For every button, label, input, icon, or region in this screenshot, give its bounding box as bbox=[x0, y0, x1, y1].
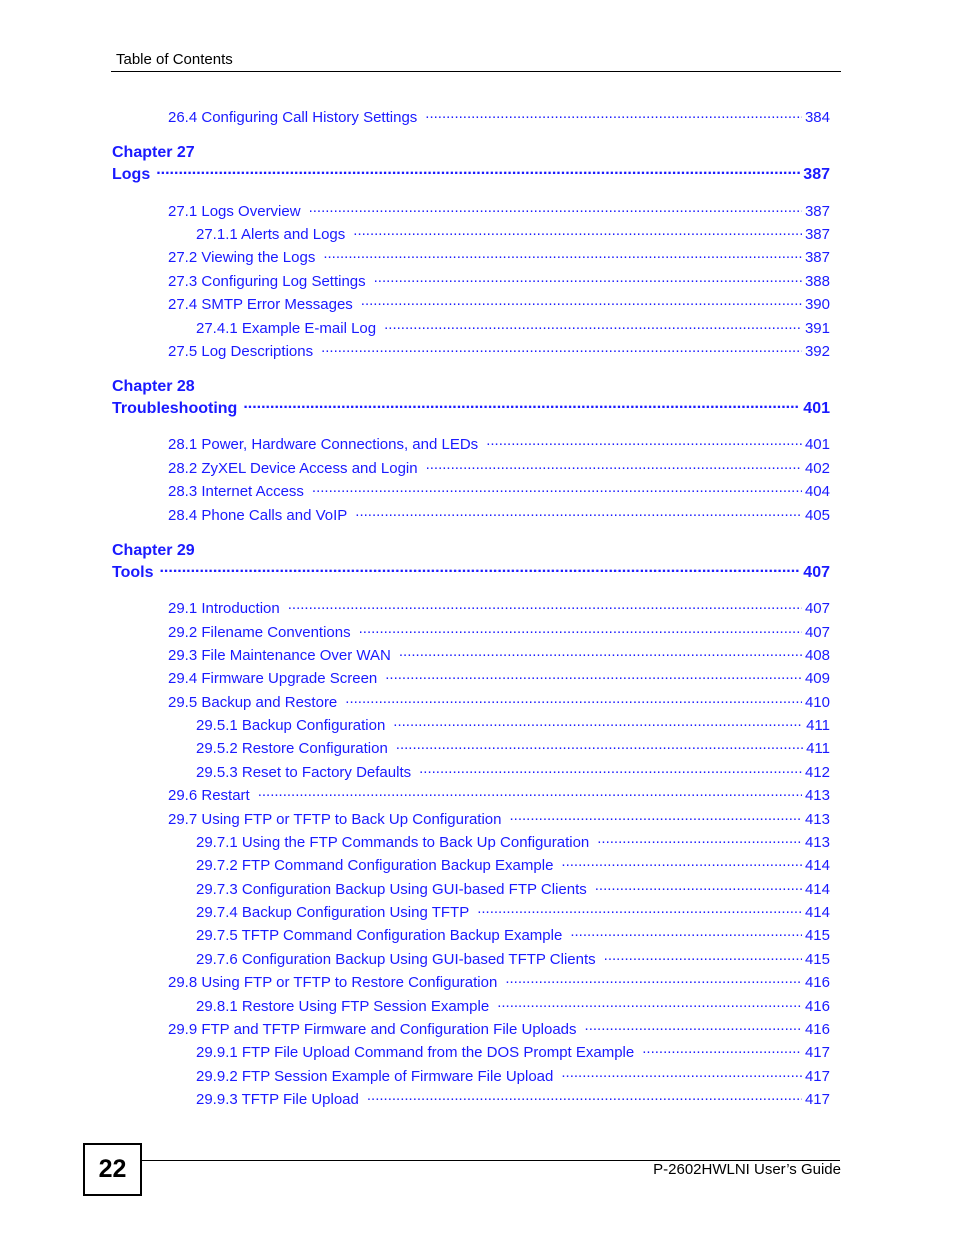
toc-entry-26-4[interactable] bbox=[168, 107, 830, 126]
toc-leader-dots bbox=[353, 224, 802, 239]
toc-entry-29-7-5[interactable] bbox=[196, 925, 830, 944]
toc-entry-title: 29.7.5 TFTP Command Configuration Backup Example bbox=[196, 927, 563, 944]
toc-chapter-title: Troubleshooting bbox=[112, 400, 238, 417]
toc-leader-dots bbox=[642, 1042, 802, 1057]
toc-leader-dots bbox=[321, 341, 802, 356]
toc-entry-title: 29.7 Using FTP or TFTP to Back Up Configuration bbox=[168, 811, 502, 828]
toc-chapter-title: Logs bbox=[112, 166, 151, 183]
toc-entry-28-4[interactable] bbox=[168, 505, 830, 524]
toc-entry-page: 413 bbox=[804, 811, 830, 828]
toc-leader-dots bbox=[156, 163, 800, 179]
toc-entry-title: 28.3 Internet Access bbox=[168, 483, 304, 500]
toc-leader-dots bbox=[159, 561, 800, 577]
toc-entry-page: 404 bbox=[804, 483, 830, 500]
toc-entry-title: 29.5.3 Reset to Factory Defaults bbox=[196, 764, 412, 781]
toc-leader-dots bbox=[374, 271, 802, 286]
toc-entry-page: 390 bbox=[804, 296, 830, 313]
toc-entry-title: 29.9 FTP and TFTP Firmware and Configuration File Uploads bbox=[168, 1021, 577, 1038]
toc-leader-dots bbox=[426, 458, 802, 473]
toc-leader-dots bbox=[570, 925, 802, 940]
toc-entry-title: 28.1 Power, Hardware Connections, and LEDs bbox=[168, 436, 479, 453]
toc-entry-29-9-2[interactable] bbox=[196, 1066, 830, 1085]
toc-entry-page: 407 bbox=[804, 624, 830, 641]
toc-entry-title: 29.4 Firmware Upgrade Screen bbox=[168, 670, 378, 687]
toc-entry-title: 28.4 Phone Calls and VoIP bbox=[168, 507, 348, 524]
toc-entry-page: 410 bbox=[804, 694, 830, 711]
toc-entry-title: 29.8.1 Restore Using FTP Session Example bbox=[196, 998, 490, 1015]
toc-leader-dots bbox=[367, 1089, 802, 1104]
toc-entry-title: 29.9.2 FTP Session Example of Firmware File Upload bbox=[196, 1068, 554, 1085]
toc-entry-page: 414 bbox=[804, 881, 830, 898]
toc-entry-29-7-1[interactable] bbox=[196, 832, 830, 851]
toc-entry-29-5-2[interactable] bbox=[196, 738, 830, 757]
header-title: Table of Contents bbox=[116, 51, 233, 68]
chapter-28-label: Chapter 28 bbox=[112, 378, 195, 395]
toc-entry-title: 27.1.1 Alerts and Logs bbox=[196, 226, 346, 243]
toc-leader-dots bbox=[359, 622, 802, 637]
toc-chapter-page: 407 bbox=[803, 564, 830, 581]
toc-chapter-page: 401 bbox=[803, 400, 830, 417]
toc-leader-dots bbox=[345, 692, 802, 707]
toc-entry-title: 29.9.3 TFTP File Upload bbox=[196, 1091, 359, 1108]
chapter-29-label: Chapter 29 bbox=[112, 542, 195, 559]
toc-entry-title: 29.7.2 FTP Command Configuration Backup Example bbox=[196, 857, 554, 874]
toc-leader-dots bbox=[361, 294, 802, 309]
toc-leader-dots bbox=[384, 318, 802, 333]
toc-entry-page: 391 bbox=[804, 320, 830, 337]
toc-entry-29-9-1[interactable] bbox=[196, 1042, 830, 1061]
toc-entry-29-5[interactable] bbox=[168, 692, 830, 711]
toc-leader-dots bbox=[477, 902, 802, 917]
toc-entry-title: 26.4 Configuring Call History Settings bbox=[168, 109, 418, 126]
toc-leader-dots bbox=[243, 397, 800, 413]
footer-guide-name: P-2602HWLNI User’s Guide bbox=[653, 1161, 841, 1178]
toc-entry-title: 29.5.1 Backup Configuration bbox=[196, 717, 386, 734]
toc-entry-27-4-1[interactable] bbox=[196, 318, 830, 337]
toc-leader-dots bbox=[486, 434, 802, 449]
toc-leader-dots bbox=[355, 505, 802, 520]
toc-entry-page: 416 bbox=[804, 998, 830, 1015]
toc-entry-title: 29.9.1 FTP File Upload Command from the DOS Prompt Example bbox=[196, 1044, 635, 1061]
toc-entry-28-1[interactable] bbox=[168, 434, 830, 453]
toc-entry-page: 407 bbox=[804, 600, 830, 617]
toc-entry-page: 388 bbox=[804, 273, 830, 290]
toc-entry-title: 29.5.2 Restore Configuration bbox=[196, 740, 388, 757]
toc-entry-title: 27.4 SMTP Error Messages bbox=[168, 296, 353, 313]
toc-entry-29-1[interactable] bbox=[168, 598, 830, 617]
toc-leader-dots bbox=[597, 832, 802, 847]
toc-entry-page: 416 bbox=[804, 1021, 830, 1038]
toc-leader-dots bbox=[561, 855, 802, 870]
page-number: 22 bbox=[98, 1155, 127, 1183]
toc-entry-27-2[interactable] bbox=[168, 247, 830, 266]
toc-entry-page: 384 bbox=[804, 109, 830, 126]
toc-entry-29-6[interactable] bbox=[168, 785, 830, 804]
toc-entry-27-1[interactable] bbox=[168, 201, 830, 220]
toc-entry-29-3[interactable] bbox=[168, 645, 830, 664]
toc-entry-page: 411 bbox=[806, 717, 830, 734]
toc-entry-page: 412 bbox=[804, 764, 830, 781]
toc-entry-page: 411 bbox=[806, 740, 830, 757]
toc-entry-27-5[interactable] bbox=[168, 341, 830, 360]
toc-entry-title: 29.6 Restart bbox=[168, 787, 250, 804]
toc-entry-29-8-1[interactable] bbox=[196, 996, 830, 1015]
toc-entry-page: 409 bbox=[804, 670, 830, 687]
toc-entry-page: 392 bbox=[804, 343, 830, 360]
toc-leader-dots bbox=[419, 762, 802, 777]
toc-entry-page: 413 bbox=[804, 787, 830, 804]
toc-entry-29-7-2[interactable] bbox=[196, 855, 830, 874]
toc-entry-27-3[interactable] bbox=[168, 271, 830, 290]
toc-entry-title: 27.3 Configuring Log Settings bbox=[168, 273, 366, 290]
toc-entry-29-5-1[interactable] bbox=[196, 715, 830, 734]
toc-entry-page: 417 bbox=[804, 1091, 830, 1108]
toc-entry-29-2[interactable] bbox=[168, 622, 830, 641]
toc-leader-dots bbox=[595, 879, 802, 894]
toc-entry-page: 415 bbox=[804, 927, 830, 944]
toc-entry-page: 415 bbox=[804, 951, 830, 968]
toc-entry-page: 405 bbox=[804, 507, 830, 524]
toc-leader-dots bbox=[604, 949, 802, 964]
toc-entry-29-4[interactable] bbox=[168, 668, 830, 687]
toc-leader-dots bbox=[258, 785, 802, 800]
page-number-box bbox=[83, 1143, 142, 1196]
toc-leader-dots bbox=[561, 1066, 802, 1081]
toc-entry-title: 29.7.3 Configuration Backup Using GUI-based FTP Clients bbox=[196, 881, 587, 898]
toc-chapter-title: Tools bbox=[112, 564, 154, 581]
toc-chapter-29[interactable] bbox=[112, 561, 830, 582]
toc-entry-28-2[interactable] bbox=[168, 458, 830, 477]
toc-leader-dots bbox=[312, 481, 802, 496]
toc-entry-title: 29.8 Using FTP or TFTP to Restore Configuration bbox=[168, 974, 498, 991]
toc-leader-dots bbox=[425, 107, 802, 122]
toc-entry-page: 417 bbox=[804, 1044, 830, 1061]
toc-entry-page: 408 bbox=[804, 647, 830, 664]
toc-entry-page: 416 bbox=[804, 974, 830, 991]
toc-leader-dots bbox=[396, 738, 803, 753]
toc-entry-title: 29.7.6 Configuration Backup Using GUI-based TFTP Clients bbox=[196, 951, 596, 968]
toc-entry-title: 29.5 Backup and Restore bbox=[168, 694, 338, 711]
chapter-27-label: Chapter 27 bbox=[112, 144, 195, 161]
toc-entry-29-7-3[interactable] bbox=[196, 879, 830, 898]
toc-entry-title: 27.5 Log Descriptions bbox=[168, 343, 314, 360]
toc-entry-page: 402 bbox=[804, 460, 830, 477]
toc-entry-title: 27.4.1 Example E-mail Log bbox=[196, 320, 377, 337]
toc-entry-title: 27.2 Viewing the Logs bbox=[168, 249, 316, 266]
toc-entry-page: 387 bbox=[804, 249, 830, 266]
toc-entry-title: 28.2 ZyXEL Device Access and Login bbox=[168, 460, 418, 477]
toc-chapter-28[interactable] bbox=[112, 397, 830, 418]
toc-entry-title: 29.7.4 Backup Configuration Using TFTP bbox=[196, 904, 470, 921]
toc-leader-dots bbox=[309, 201, 802, 216]
toc-entry-page: 414 bbox=[804, 857, 830, 874]
toc-entry-28-3[interactable] bbox=[168, 481, 830, 500]
toc-entry-27-4[interactable] bbox=[168, 294, 830, 313]
toc-entry-29-5-3[interactable] bbox=[196, 762, 830, 781]
toc-leader-dots bbox=[385, 668, 802, 683]
toc-leader-dots bbox=[393, 715, 803, 730]
toc-entry-27-1-1[interactable] bbox=[196, 224, 830, 243]
toc-entry-page: 414 bbox=[804, 904, 830, 921]
toc-leader-dots bbox=[288, 598, 802, 613]
toc-entry-29-7-4[interactable] bbox=[196, 902, 830, 921]
toc-entry-page: 401 bbox=[804, 436, 830, 453]
toc-entry-title: 29.3 File Maintenance Over WAN bbox=[168, 647, 391, 664]
toc-entry-title: 29.7.1 Using the FTP Commands to Back Up Configuration bbox=[196, 834, 590, 851]
toc-entry-title: 29.2 Filename Conventions bbox=[168, 624, 351, 641]
toc-leader-dots bbox=[510, 809, 802, 824]
toc-leader-dots bbox=[323, 247, 802, 262]
toc-chapter-page: 387 bbox=[803, 166, 830, 183]
toc-chapter-27[interactable] bbox=[112, 163, 830, 184]
toc-leader-dots bbox=[399, 645, 802, 660]
toc-entry-29-8[interactable] bbox=[168, 972, 830, 991]
toc-entry-29-7-6[interactable] bbox=[196, 949, 830, 968]
toc-leader-dots bbox=[585, 1019, 802, 1034]
toc-entry-page: 413 bbox=[804, 834, 830, 851]
toc-entry-page: 387 bbox=[804, 226, 830, 243]
toc-entry-title: 29.1 Introduction bbox=[168, 600, 280, 617]
toc-entry-page: 387 bbox=[804, 203, 830, 220]
toc-entry-29-9-3[interactable] bbox=[196, 1089, 830, 1108]
toc-leader-dots bbox=[497, 996, 802, 1011]
header-divider bbox=[111, 71, 841, 72]
toc-leader-dots bbox=[505, 972, 802, 987]
toc-entry-title: 27.1 Logs Overview bbox=[168, 203, 301, 220]
toc-entry-page: 417 bbox=[804, 1068, 830, 1085]
toc-entry-29-9[interactable] bbox=[168, 1019, 830, 1038]
toc-entry-29-7[interactable] bbox=[168, 809, 830, 828]
